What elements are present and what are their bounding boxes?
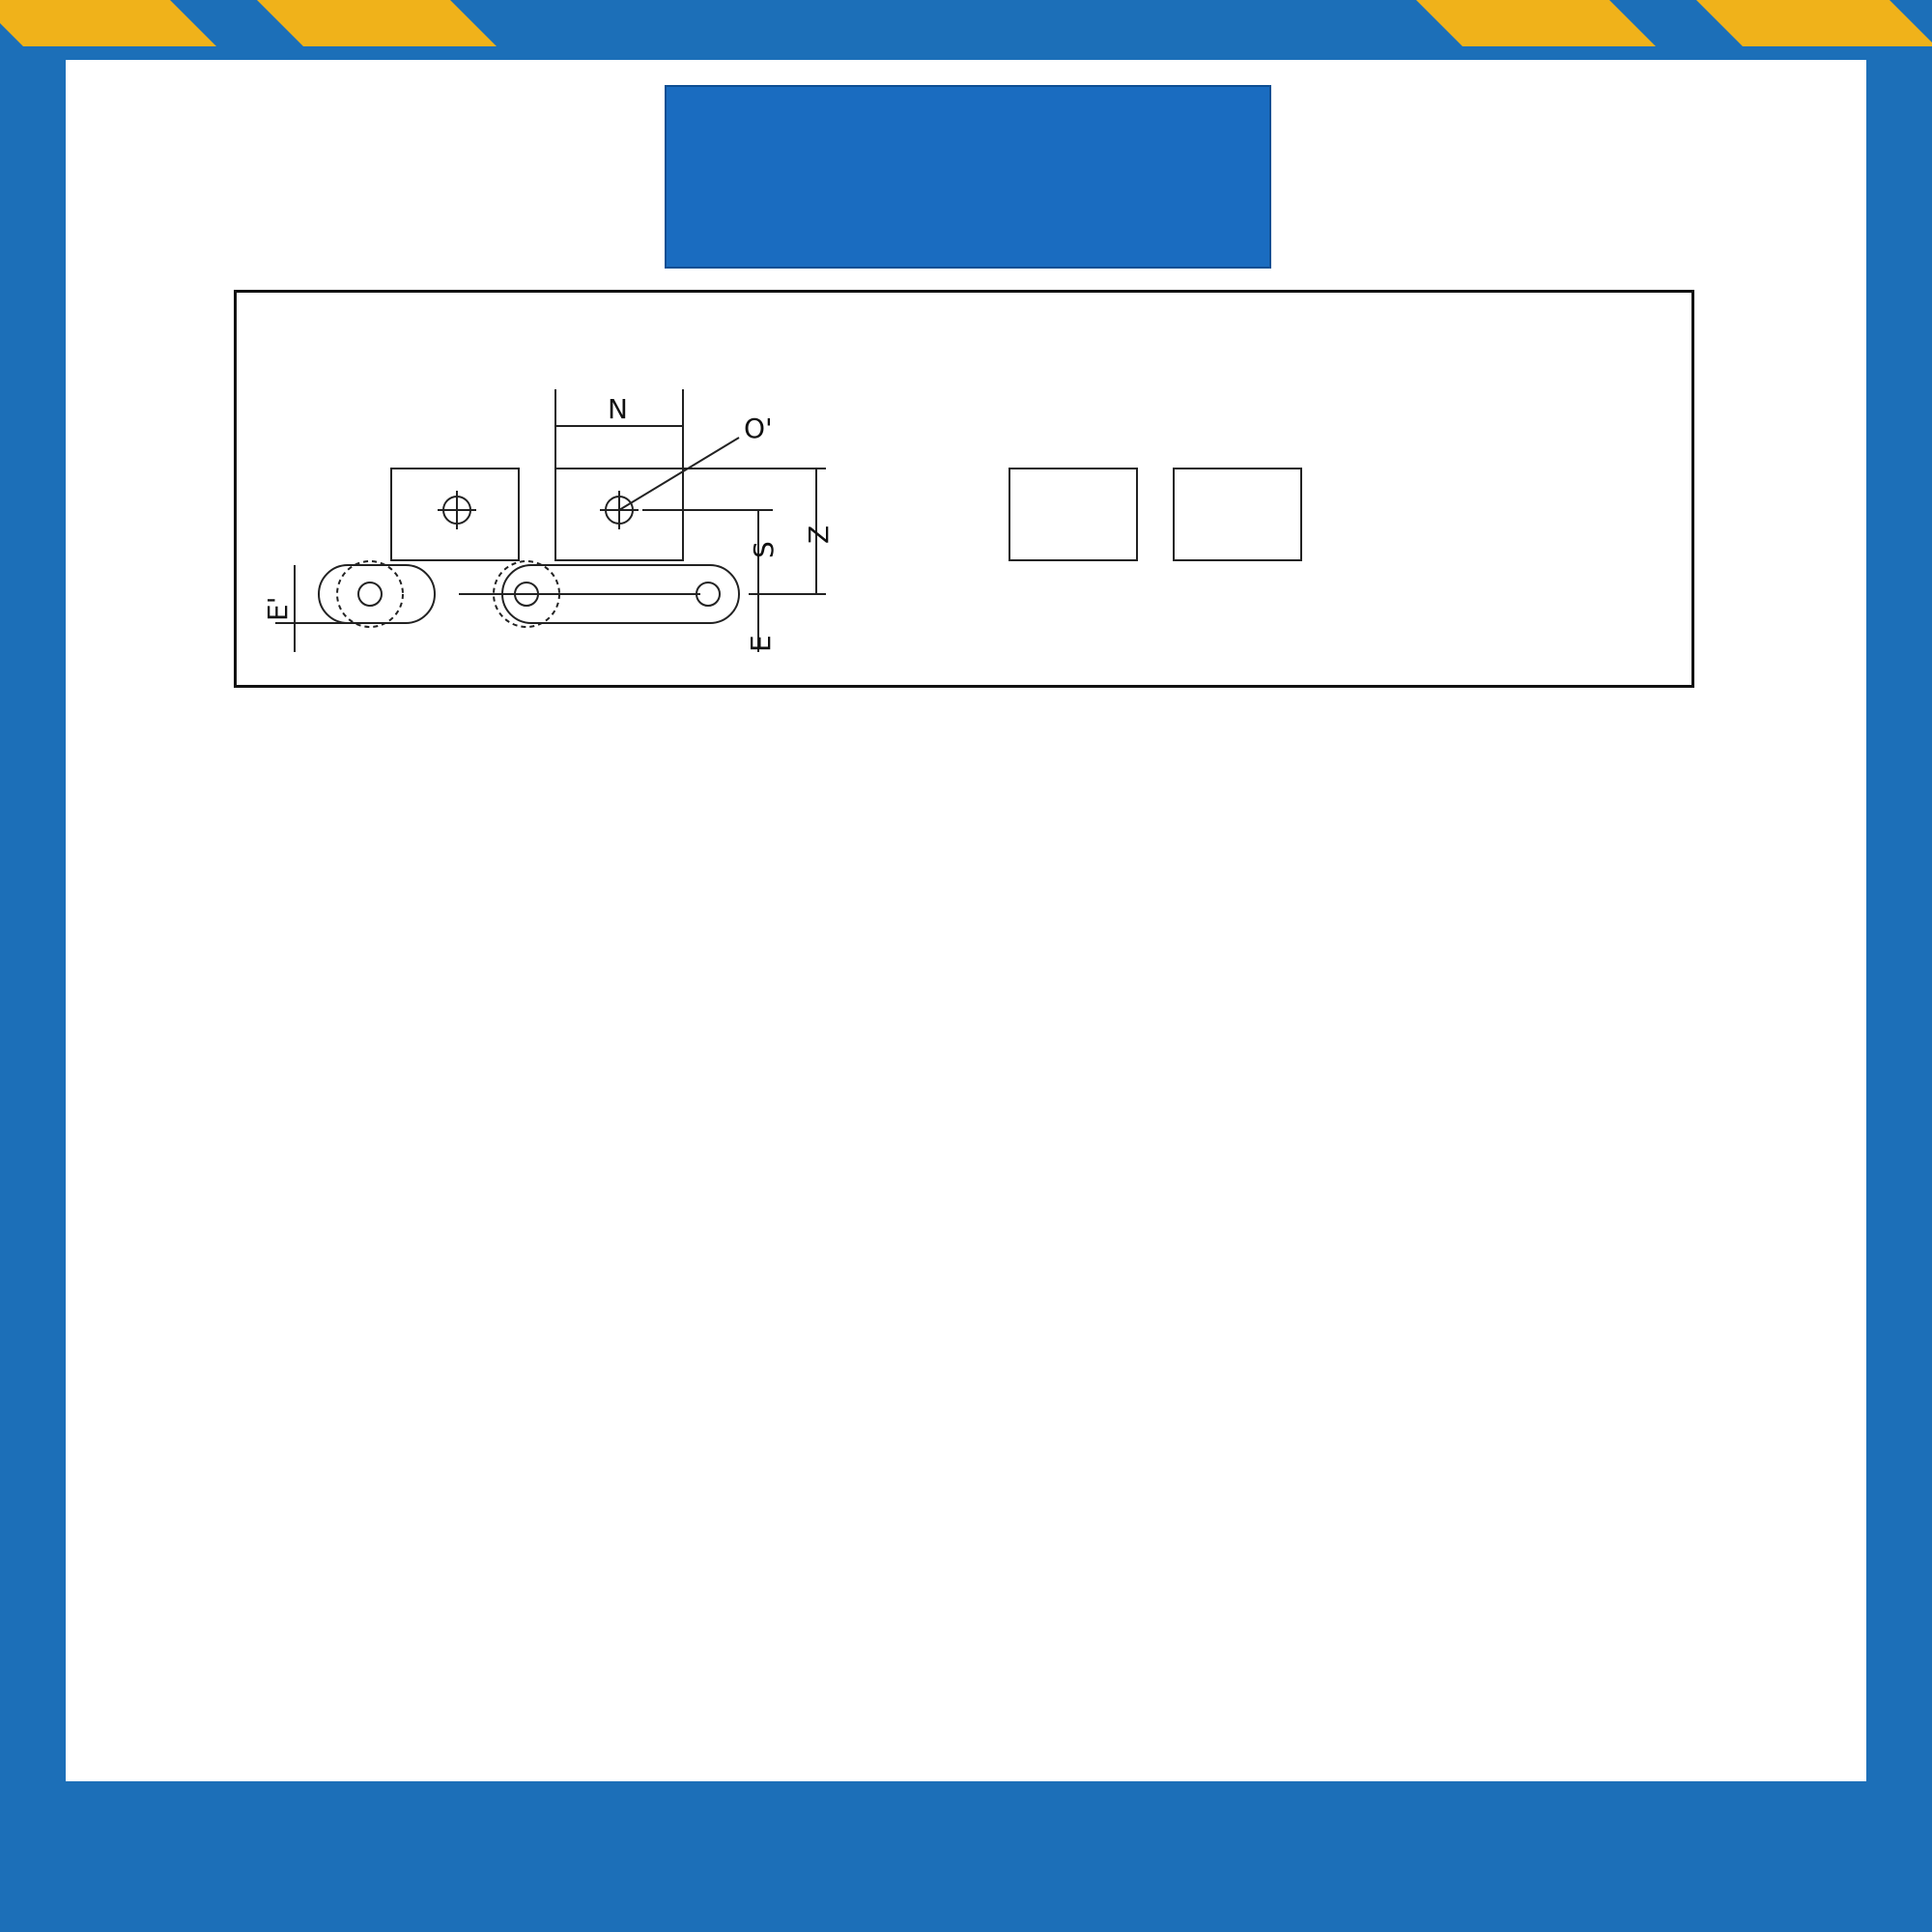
- svg-text:E: E: [745, 635, 777, 652]
- top-stripe: [257, 0, 497, 46]
- title-box: [665, 85, 1271, 269]
- svg-text:E': E': [262, 596, 294, 621]
- svg-text:O': O': [744, 412, 773, 444]
- attachment-diagram: [234, 290, 1694, 688]
- svg-text:Z: Z: [803, 525, 835, 544]
- drawing-sk-o: [1009, 469, 1301, 560]
- diagram-drawing: [237, 293, 1697, 691]
- top-stripe: [0, 0, 216, 46]
- svg-text:S: S: [748, 541, 780, 558]
- label-n: N: [608, 393, 628, 425]
- top-stripe: [1416, 0, 1656, 46]
- top-stripe: [1696, 0, 1932, 46]
